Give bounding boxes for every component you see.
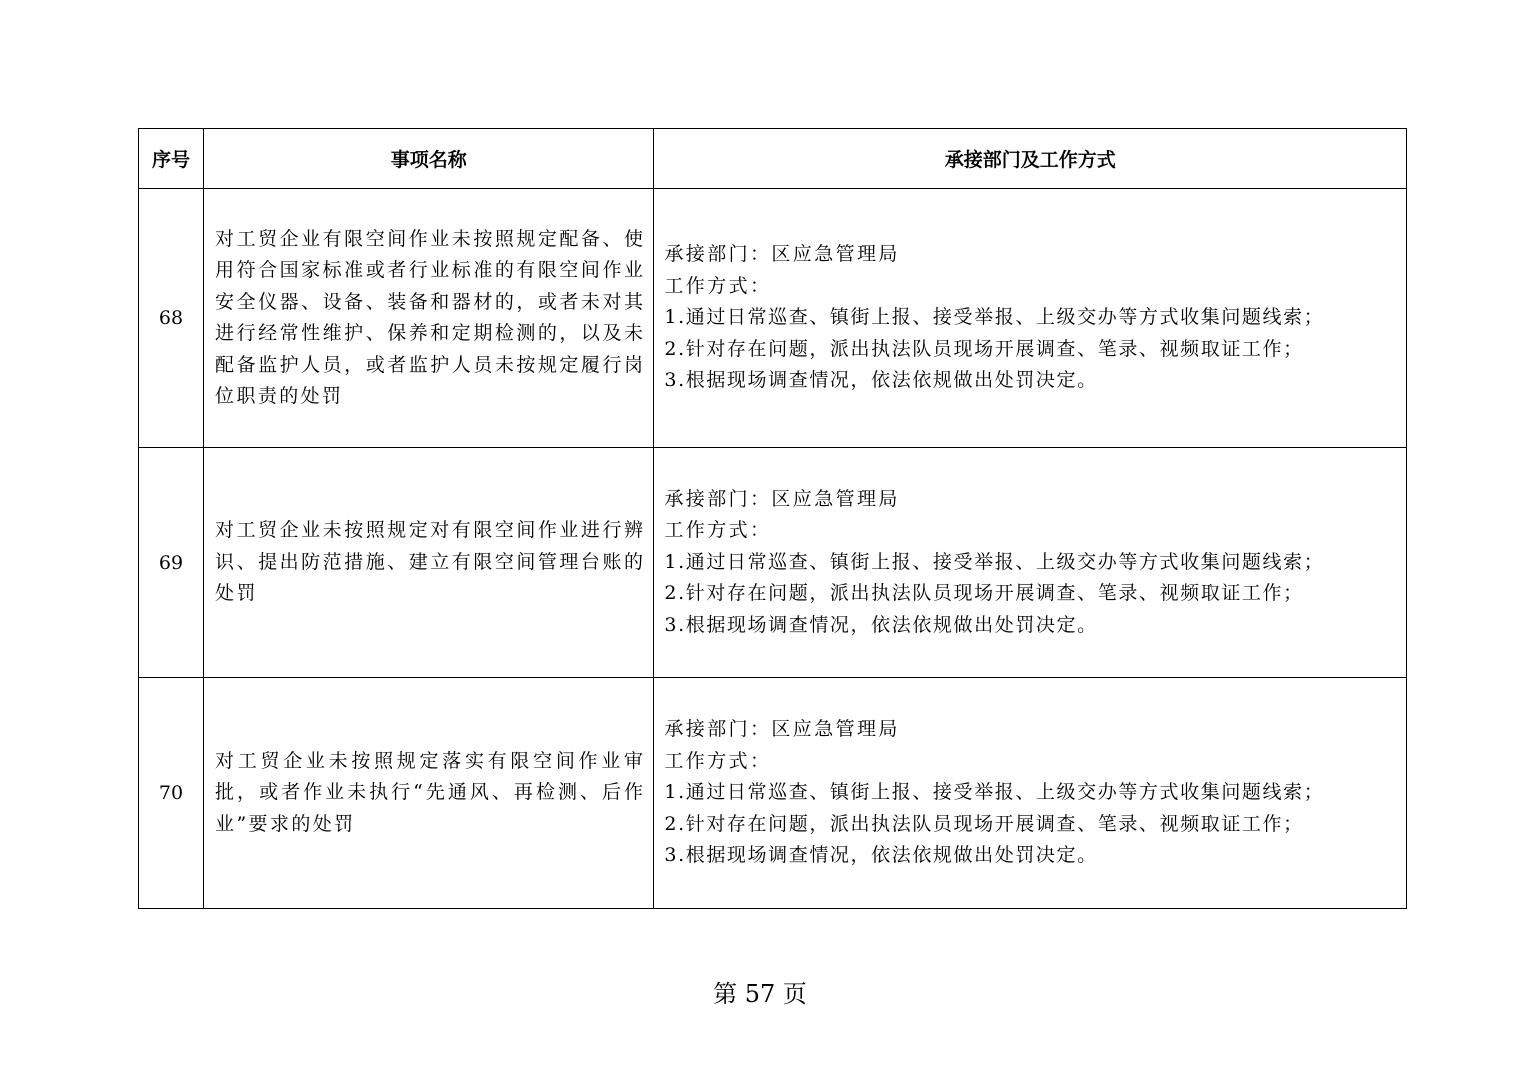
page-number: 第 57 页 (713, 980, 807, 1008)
method-step-1: 1.通过日常巡查、镇街上报、接受举报、上级交办等方式收集问题线索； (664, 550, 1325, 573)
table-header-row (139, 129, 1407, 189)
table-row (139, 189, 1407, 448)
row-department-method-cell (654, 448, 1407, 678)
row-matter-name: 对工贸企业有限空间作业未按照规定配备、使用符合国家标准或者行业标准的有限空间作业安全仪器、设备、装备和器材的，或者未对其进行经常性维护、保养和定期检测的，以及未配备监护人员，或者监护人员未按规定履行岗位职责的处罚 (215, 227, 646, 407)
row-matter-name-cell (204, 678, 654, 909)
department-line: 承接部门：区应急管理局 (664, 243, 900, 266)
method-step-3: 3.根据现场调查情况，依法依规做出处罚决定。 (664, 369, 1098, 392)
row-matter-name-cell (204, 189, 654, 448)
method-label: 工作方式： (664, 274, 772, 297)
row-serial-number: 70 (139, 678, 204, 909)
table-row (139, 678, 1407, 909)
method-step-3: 3.根据现场调查情况，依法依规做出处罚决定。 (664, 613, 1098, 636)
header-matter-name: 事项名称 (204, 129, 654, 189)
header-department-method: 承接部门及工作方式 (654, 129, 1407, 189)
department-line: 承接部门：区应急管理局 (664, 718, 900, 741)
method-step-1: 1.通过日常巡查、镇街上报、接受举报、上级交办等方式收集问题线索； (664, 781, 1325, 804)
table-row (139, 448, 1407, 678)
method-label: 工作方式： (664, 749, 772, 772)
row-matter-name-cell (204, 448, 654, 678)
row-serial-number: 68 (139, 189, 204, 448)
header-serial-number: 序号 (139, 129, 204, 189)
row-matter-name: 对工贸企业未按照规定落实有限空间作业审批，或者作业未执行“先通风、再检测、后作业”要求的处罚 (215, 749, 646, 835)
row-department-method-cell (654, 189, 1407, 448)
method-step-3: 3.根据现场调查情况，依法依规做出处罚决定。 (664, 844, 1098, 867)
row-department-method-cell (654, 678, 1407, 909)
row-serial-number: 69 (139, 448, 204, 678)
method-step-2: 2.针对存在问题，派出执法队员现场开展调查、笔录、视频取证工作； (664, 337, 1304, 360)
method-step-2: 2.针对存在问题，派出执法队员现场开展调查、笔录、视频取证工作； (664, 812, 1304, 835)
department-line: 承接部门：区应急管理局 (664, 487, 900, 510)
row-matter-name: 对工贸企业未按照规定对有限空间作业进行辨识、提出防范措施、建立有限空间管理台账的处罚 (215, 519, 646, 605)
method-step-1: 1.通过日常巡查、镇街上报、接受举报、上级交办等方式收集问题线索； (664, 306, 1325, 329)
matters-table (138, 128, 1407, 909)
method-label: 工作方式： (664, 519, 772, 542)
method-step-2: 2.针对存在问题，派出执法队员现场开展调查、笔录、视频取证工作； (664, 582, 1304, 605)
